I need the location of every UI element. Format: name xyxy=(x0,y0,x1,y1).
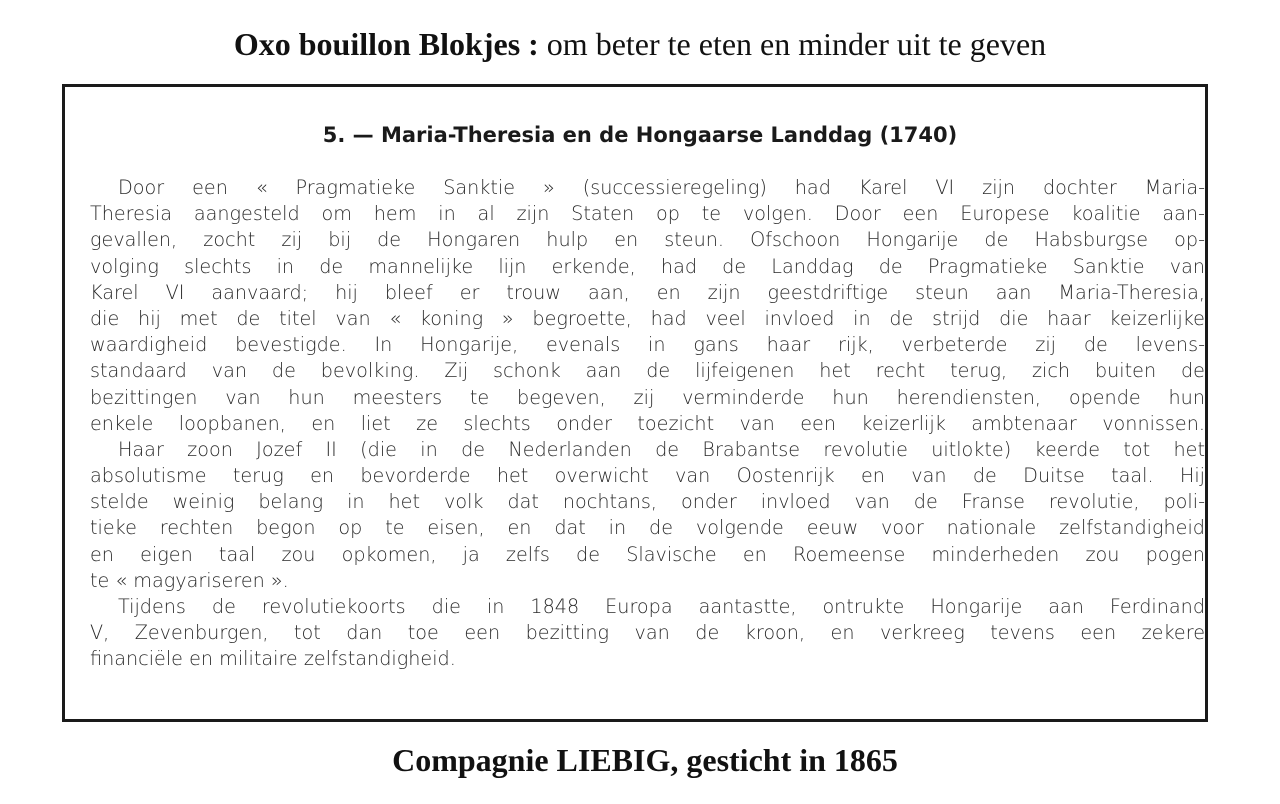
text-line: tieke rechten begon op te eisen, en dat in de volgende eeuw voor nationale zelfstandigheid xyxy=(90,516,1205,540)
text-line: Karel VI aanvaard; hij bleef er trouw aan, en zijn geestdriftige steun aan Maria-Theresia, xyxy=(90,280,1205,304)
text-line: absolutisme terug en bevorderde het overwicht van Oostenrijk en van de Duitse taal. Hij xyxy=(90,464,1205,488)
text-line: standaard van de bevolking. Zij schonk aan de lijfeigenen het recht terug, zich buiten de xyxy=(90,359,1205,383)
text-line: gevallen, zocht zij bij de Hongaren hulp en steun. Ofschoon Hongarije de Habsburgse op- xyxy=(90,228,1205,252)
text-line: V, Zevenburgen, tot dan toe een bezitting van de kroon, en verkreeg tevens een zekere xyxy=(90,621,1205,645)
text-line: te « magyariseren ». xyxy=(90,568,289,592)
top-slogan-brand: Oxo bouillon Blokjes : xyxy=(233,26,539,62)
text-line: volging slechts in de mannelijke lijn erkende, had de Landdag de Pragmatieke Sanktie van xyxy=(90,254,1205,278)
card-title: 5. — Maria-Theresia en de Hongaarse Landdag (1740) xyxy=(322,123,958,147)
card-body-text xyxy=(90,175,1205,673)
text-line: waardigheid bevestigde. In Hongarije, evenals in gans haar rijk, verbeterde zij de levens- xyxy=(90,333,1205,357)
text-line: enkele loopbanen, en liet ze slechts onder toezicht van een keizerlijk ambtenaar vonnissen. xyxy=(90,411,1205,435)
text-line: stelde weinig belang in het volk dat nochtans, onder invloed van de Franse revolutie, poli- xyxy=(90,490,1205,514)
text-line: Tijdens de revolutiekoorts die in 1848 Europa aantastte, ontrukte Hongarije aan Ferdinand xyxy=(118,595,1205,618)
text-line: die hij met de titel van « koning » begroette, had veel invloed in de strijd die haar keizerlijke xyxy=(90,306,1205,330)
top-slogan xyxy=(0,22,1280,66)
text-line: en eigen taal zou opkomen, ja zelfs de Slavische en Roemeense minderheden zou pogen xyxy=(90,542,1205,566)
text-line: Haar zoon Jozef II (die in de Nederlanden de Brabantse revolutie uitlokte) keerde tot het xyxy=(118,437,1205,461)
top-slogan-rest: om beter te eten en minder uit te geven xyxy=(546,26,1047,62)
bottom-slogan: Compagnie LIEBIG, gesticht in 1865 xyxy=(392,742,898,778)
text-line: financiële en militaire zelfstandigheid. xyxy=(90,647,456,671)
text-line: Theresia aangesteld om hem in al zijn Staten op te volgen. Door een Europese koalitie aan- xyxy=(90,202,1205,226)
text-line: bezittingen van hun meesters te begeven, zij verminderde hun herendiensten, opende hun xyxy=(90,385,1205,409)
text-line: Door een « Pragmatieke Sanktie » (successieregeling) had Karel VI zijn dochter Maria- xyxy=(118,176,1205,199)
